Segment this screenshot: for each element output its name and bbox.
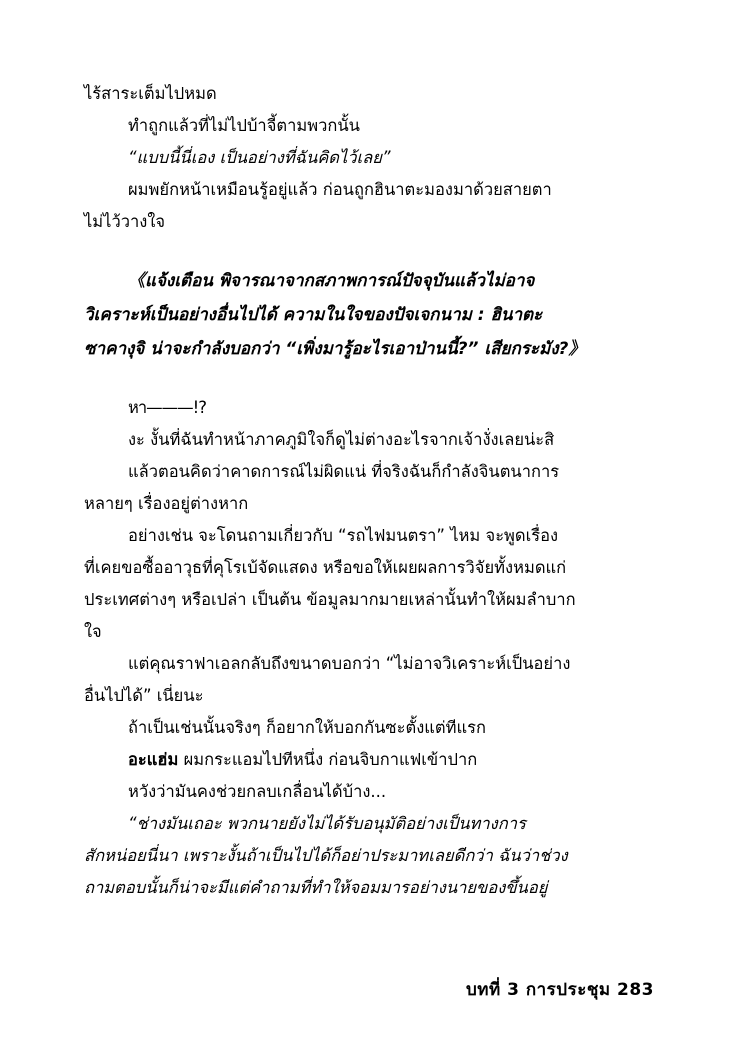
paragraph-line: แต่คุณราฟาเอลกลับถึงขนาดบอกว่า “ไม่อาจวิเคราะห์เป็นอย่าง: [128, 654, 571, 673]
paragraph-line: ไร้สาระเต็มไปหมด: [84, 84, 217, 103]
paragraph-line: หลายๆ เรื่องอยู่ต่างหาก: [84, 494, 249, 513]
paragraph-line: ถามตอบนั้นก็น่าจะมีแต่คำถามที่ทำให้จอมมารอย่างนายของขึ้นอยู่: [84, 878, 548, 897]
paragraph-line: ทำถูกแล้วที่ไม่ไปบ้าจี้ตามพวกนั้น: [128, 116, 360, 135]
paragraph-line: “ช่างมันเถอะ พวกนายยังไม่ได้รับอนุมัติอย่างเป็นทางการ: [128, 814, 526, 833]
paragraph-text: ผมกระแอมไปทีหนึ่ง ก่อนจิบกาแฟเข้าปาก: [178, 750, 478, 769]
paragraph-line: ถ้าเป็นเช่นนั้นจริงๆ ก็อยากให้บอกกันซะตั้งแต่ทีแรก: [128, 718, 486, 737]
paragraph-line: อื่นไปได้” เนี่ยนะ: [84, 686, 204, 705]
paragraph-line: ที่เคยขอซื้ออาวุธที่คุโรเบ้จัดแสดง หรือขอให้เผยผลการวิจัยทั้งหมดแก่: [84, 558, 567, 577]
paragraph-line: หวังว่ามันคงช่วยกลบเกลื่อนได้บ้าง...: [128, 782, 387, 801]
paragraph-line: ใจ: [84, 622, 102, 641]
system-notice-block: [84, 264, 654, 366]
paragraph-line: แล้วตอนคิดว่าคาดการณ์ไม่ผิดแน่ ที่จริงฉันก็กำลังจินตนาการ: [128, 462, 560, 481]
notice-line: วิเคราะห์เป็นอย่างอื่นไปได้ ความในใจของปัจเจกนาม : ฮินาตะ: [84, 305, 543, 325]
page-body: [84, 78, 654, 904]
paragraph-line: อย่างเช่น จะโดนถามเกี่ยวกับ “รถไฟมนตรา” ไหม จะพูดเรื่อง: [128, 526, 559, 545]
emphasis-text: อะแฮ่ม: [128, 750, 179, 769]
paragraph-line: “แบบนี้นี่เอง เป็นอย่างที่ฉันคิดไว้เลย”: [128, 148, 391, 167]
notice-line: 《แจ้งเตือน พิจารณาจากสภาพการณ์ปัจจุบันแล้วไม่อาจ: [128, 271, 535, 291]
paragraph-line: ประเทศต่างๆ หรือเปล่า เป็นต้น ข้อมูลมากมายเหล่านั้นทำให้ผมลำบาก: [84, 590, 576, 609]
paragraph-spacer: [84, 366, 654, 392]
paragraph-spacer: [84, 238, 654, 264]
paragraph-line: งะ งั้นที่ฉันทำหน้าภาคภูมิใจก็ดูไม่ต่างอะไรจากเจ้างั่งเลยน่ะสิ: [128, 430, 555, 449]
page-footer: บทที่ 3 การประชุม 283: [465, 980, 654, 1000]
paragraph-line: ไม่ไว้วางใจ: [84, 212, 166, 231]
paragraph-line: สักหน่อยนี่นา เพราะงั้นถ้าเป็นไปได้ก็อย่าประมาทเลยดีกว่า ฉันว่าช่วง: [84, 846, 568, 865]
paragraph-line: [84, 744, 654, 776]
paragraph-line: ผมพยักหน้าเหมือนรู้อยู่แล้ว ก่อนถูกฮินาตะมองมาด้วยสายตา: [128, 180, 552, 199]
notice-line: ซาคางุจิ น่าจะกำลังบอกว่า “เพิ่งมารู้อะไรเอาป่านนี้?” เสียกระมัง?》: [84, 339, 586, 359]
dialogue-block: [84, 808, 654, 904]
paragraph-line: หา———!?: [128, 398, 207, 417]
